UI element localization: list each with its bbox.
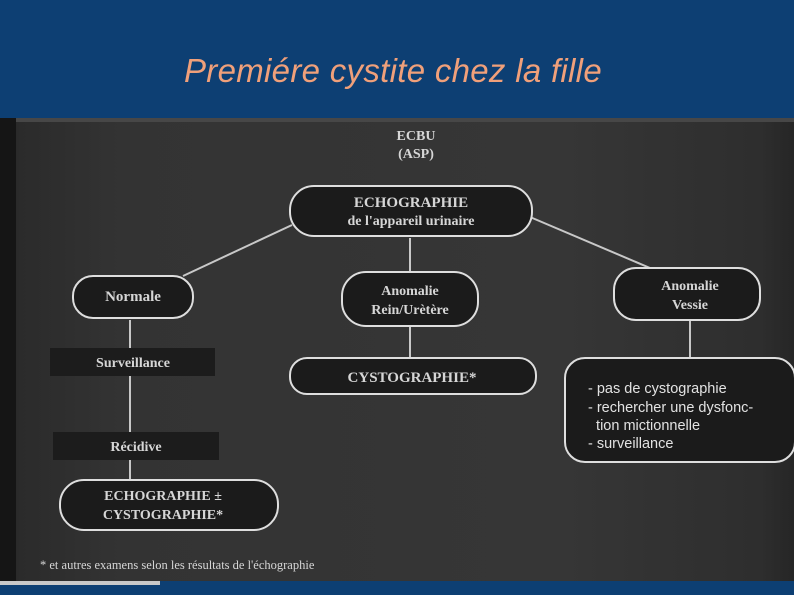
anomalie-vessie-label-1: Anomalie — [661, 279, 719, 294]
anomalie-vessie-label-2: Vessie — [671, 298, 709, 313]
vessie-list-item-4: - surveillance — [588, 436, 674, 452]
bottom-strip — [0, 581, 794, 595]
vessie-list-item-1: - pas de cystographie — [588, 381, 727, 397]
bottom-light-edge — [0, 581, 160, 585]
cystographie-label: CYSTOGRAPHIE* — [347, 370, 477, 386]
connector-echo-vessie — [530, 217, 650, 268]
recidive-label: Récidive — [110, 440, 162, 455]
scanned-flowchart — [0, 118, 794, 581]
slide-title: Premiére cystite chez la fille — [184, 52, 602, 89]
appareil-urinaire-label: de l'appareil urinaire — [347, 214, 475, 229]
echo-cysto-label-2: CYSTOGRAPHIE* — [102, 508, 224, 523]
echographie-label: ECHOGRAPHIE — [353, 195, 469, 211]
asp-label: (ASP) — [398, 147, 434, 162]
anomalie-rein-label-1: Anomalie — [381, 284, 439, 299]
vessie-list-item-2: - rechercher une dysfonc- — [588, 400, 754, 416]
anomalie-rein-label-2: Rein/Urètère — [371, 303, 449, 318]
normale-label: Normale — [105, 289, 161, 305]
ecbu-label: ECBU — [396, 129, 436, 144]
connector-echo-normale — [183, 225, 292, 276]
echo-cysto-label-1: ECHOGRAPHIE ± — [104, 489, 222, 504]
footnote: * et autres examens selon les résultats de l'échographie — [40, 558, 315, 572]
vessie-list-item-3: tion mictionnelle — [588, 418, 701, 434]
flowchart-svg — [0, 118, 794, 581]
surveillance-label: Surveillance — [96, 356, 170, 371]
